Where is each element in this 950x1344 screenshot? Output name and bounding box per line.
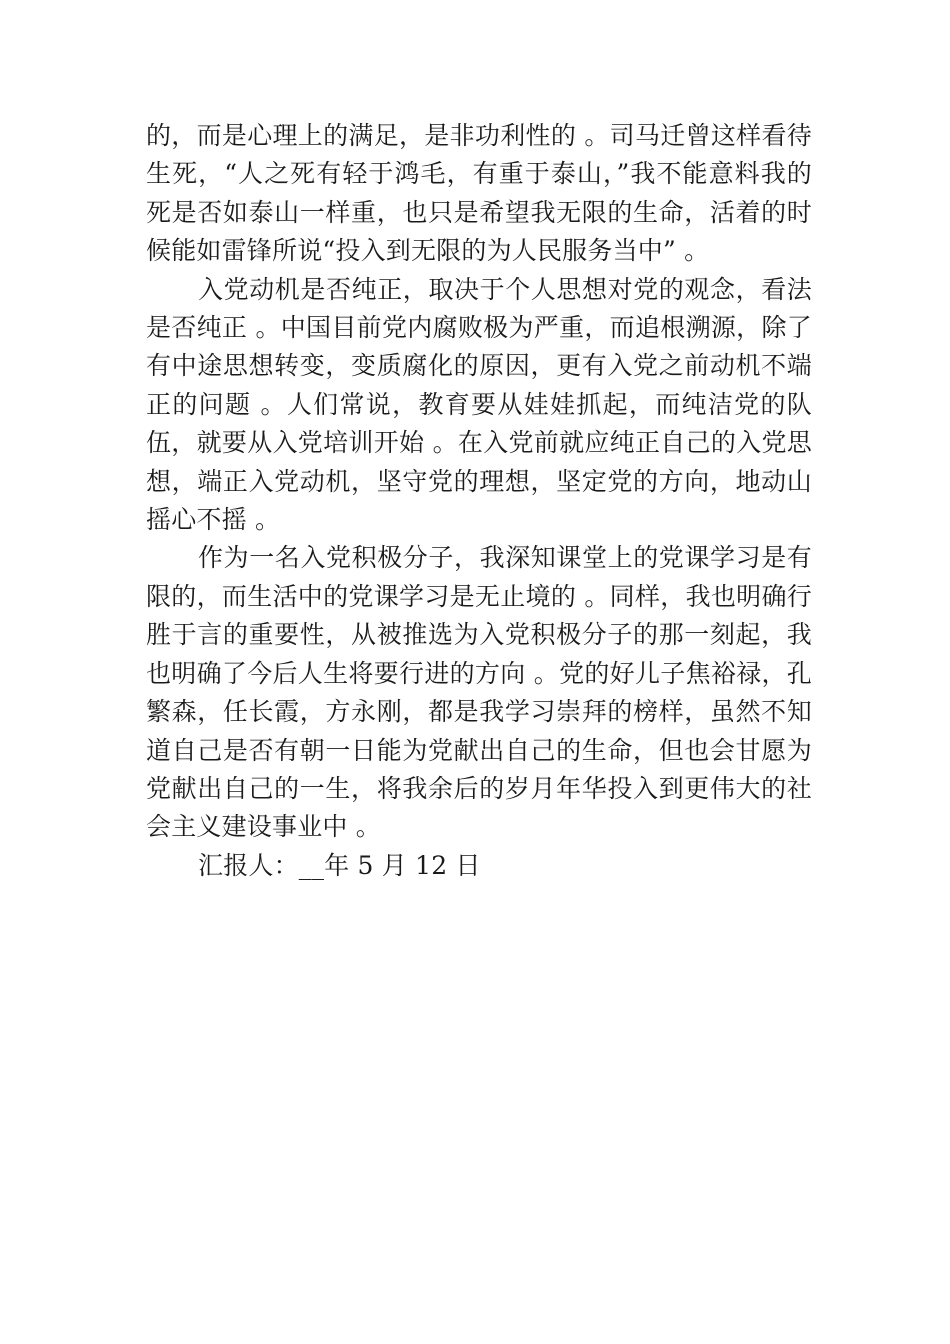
- paragraph-3: 作为一名入党积极分子，我深知课堂上的党课学习是有限的，而生活中的党课学习是无止境的 。同样，我也明确行胜于言的重要性，从被推选为入党积极分子的那一刻起，我也明确了今后人生将要行进的方向 。党的好儿子焦裕禄，孔繁森，任长霞，方永刚，都是我学习崇拜的榜样，虽然不知道自己是否有朝一日能为党献出自己的生命，但也会甘愿为党献出自己的一生，将我余后的岁月年华投入到更伟大的社会主义建设事业中 。: [146, 543, 812, 842]
- signature-line: 汇报人：__年 5 月 12 日: [198, 850, 481, 880]
- paragraph-1: 的，而是心理上的满足，是非功利性的 。司马迁曾这样看待生死，“人之死有轻于鸿毛，有重于泰山，”我不能意料我的死是否如泰山一样重，也只是希望我无限的生命，活着的时候能如雷锋所说“投入到无限的为人民服务当中” 。: [146, 121, 812, 266]
- paragraph-2: 入党动机是否纯正，取决于个人思想对党的观念，看法是否纯正 。中国目前党内腐败极为严重，而追根溯源，除了有中途思想转变，变质腐化的原因，更有入党之前动机不端正的问题 。人们常说，教育要从娃娃抓起，而纯洁党的队伍，就要从入党培训开始 。在入党前就应纯正自己的入党思想，端正入党动机，坚守党的理想，坚定党的方向，地动山摇心不摇 。: [146, 274, 812, 535]
- document-body: [146, 117, 812, 885]
